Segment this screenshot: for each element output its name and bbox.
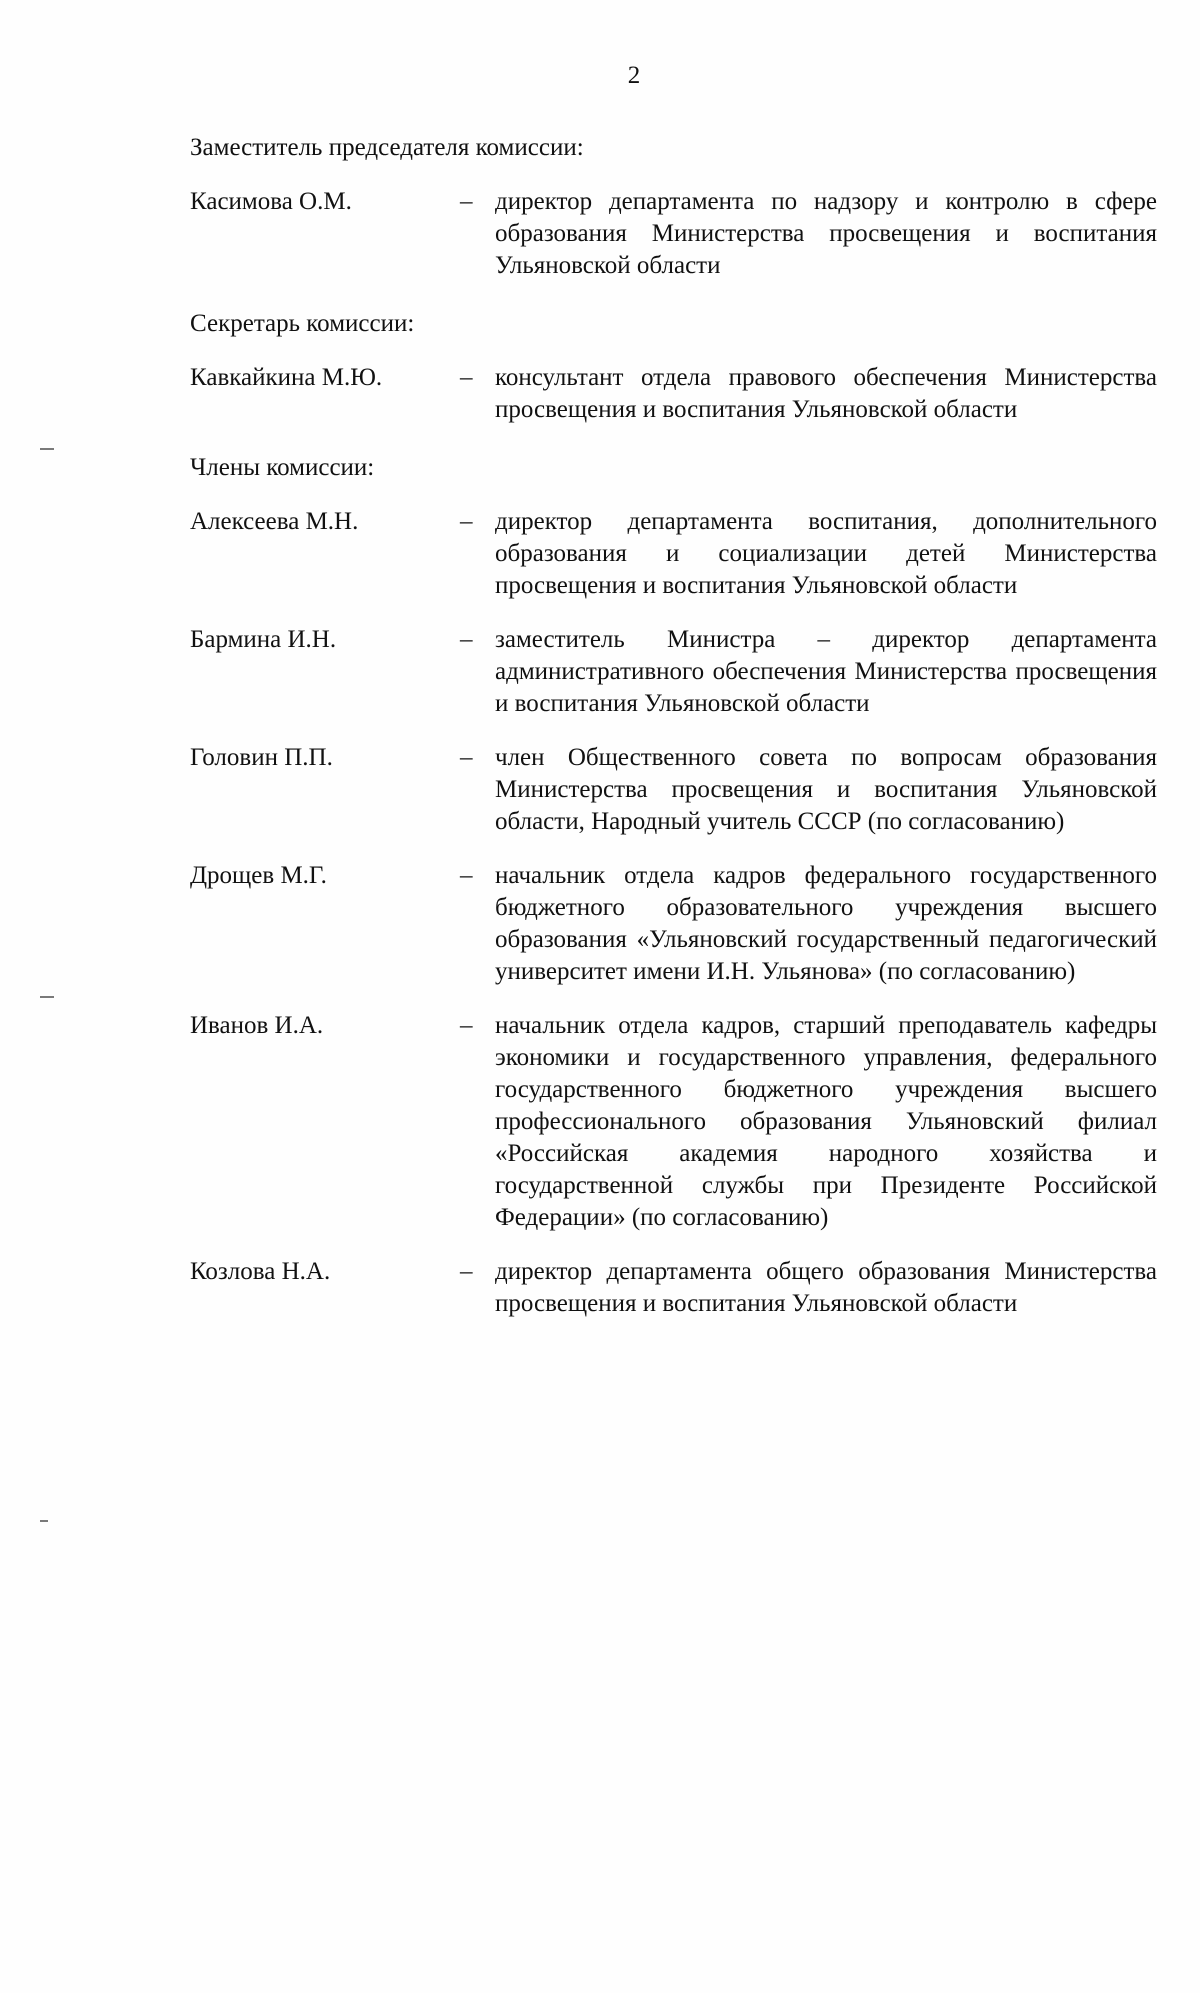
member-entry xyxy=(190,1010,1157,1234)
dash: – xyxy=(460,508,473,535)
member-position: директор департамента общего образования Министерства просвещения и воспитания Ульяновской области xyxy=(495,1258,1157,1317)
scan-margin-mark xyxy=(40,996,54,998)
scan-margin-mark xyxy=(40,1520,48,1522)
member-name: Алексеева М.Н. xyxy=(190,508,359,535)
dash: – xyxy=(460,1258,473,1285)
member-entry xyxy=(190,362,1157,426)
dash: – xyxy=(460,364,473,391)
member-entry xyxy=(190,624,1157,720)
member-entry xyxy=(190,1256,1157,1320)
member-position: начальник отдела кадров, старший преподаватель кафедры экономики и государственного управления, федерального государственного бюджетного учреждения высшего профессионального образования Ульяновский филиал «Российская академия народного хозяйства и государственной службы при Президенте Российской Федерации» (по согласованию) xyxy=(495,1012,1157,1231)
section-heading-members: Члены комиссии: xyxy=(190,454,375,481)
member-entry xyxy=(190,506,1157,602)
member-entry xyxy=(190,186,1157,282)
section-heading-deputy-chair: Заместитель председателя комиссии: xyxy=(190,134,584,161)
member-position: заместитель Министра – директор департамента административного обеспечения Министерства просвещения и воспитания Ульяновской области xyxy=(495,626,1157,717)
member-name: Дрощев М.Г. xyxy=(190,862,327,889)
member-name: Кавкайкина М.Ю. xyxy=(190,364,383,391)
scan-margin-mark xyxy=(40,448,54,450)
member-position: директор департамента воспитания, дополнительного образования и социализации детей Министерства просвещения и воспитания Ульяновской области xyxy=(495,508,1157,599)
member-entry xyxy=(190,742,1157,838)
member-name: Козлова Н.А. xyxy=(190,1258,331,1285)
member-position: член Общественного совета по вопросам образования Министерства просвещения и воспитания Ульяновской области, Народный учитель СССР (по согласованию) xyxy=(495,744,1157,835)
member-position: консультант отдела правового обеспечения Министерства просвещения и воспитания Ульяновской области xyxy=(495,364,1157,423)
dash: – xyxy=(460,862,473,889)
member-name: Бармина И.Н. xyxy=(190,626,337,653)
member-position: директор департамента по надзору и контролю в сфере образования Министерства просвещения и воспитания Ульяновской области xyxy=(495,188,1157,279)
dash: – xyxy=(460,626,473,653)
commission-list xyxy=(190,132,1157,1320)
page-number: 2 xyxy=(627,62,641,89)
member-entry xyxy=(190,860,1157,988)
dash: – xyxy=(460,744,473,771)
member-name: Иванов И.А. xyxy=(190,1012,324,1039)
dash: – xyxy=(460,1012,473,1039)
member-name: Касимова О.М. xyxy=(190,188,352,215)
dash: – xyxy=(460,188,473,215)
section-heading-secretary: Секретарь комиссии: xyxy=(190,310,415,337)
member-name: Головин П.П. xyxy=(190,744,333,771)
member-position: начальник отдела кадров федерального государственного бюджетного образовательного учреждения высшего образования «Ульяновский государственный педагогический университет имени И.Н. Ульянова» (по согласованию) xyxy=(495,862,1157,985)
